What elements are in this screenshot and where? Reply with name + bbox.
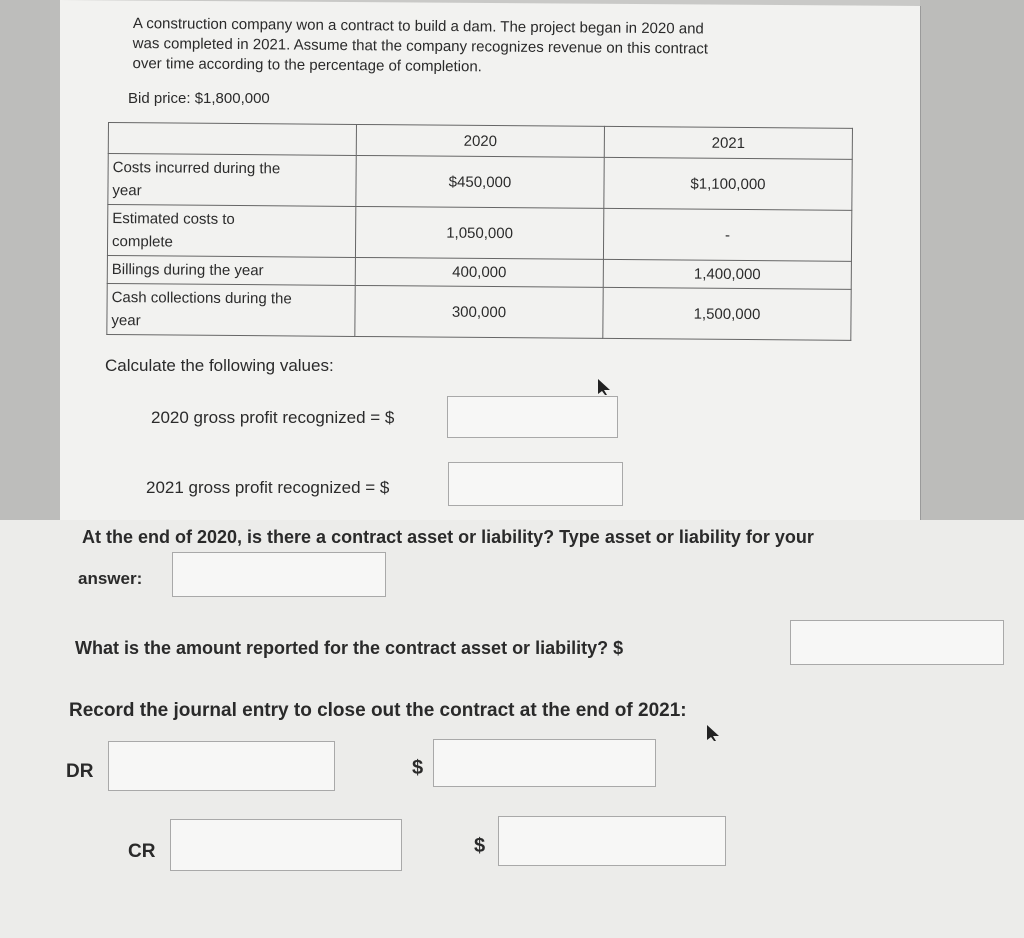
cr-dollar-sign: $ xyxy=(474,835,486,857)
table-header-blank xyxy=(108,123,356,156)
table-header-2020: 2020 xyxy=(356,124,604,157)
cr-account-input[interactable] xyxy=(170,819,402,871)
table-row xyxy=(108,154,852,211)
asset-liability-answer-label: answer: xyxy=(78,569,143,588)
cell-2021: 1,500,000 xyxy=(603,287,851,340)
cr-amount-input[interactable] xyxy=(498,816,726,866)
problem-line-1: A construction company won a contract to build a dam. The project began in 2020 and xyxy=(132,14,704,38)
cr-label: CR xyxy=(128,841,156,862)
calc-heading: Calculate the following values: xyxy=(105,356,334,375)
table-row xyxy=(107,205,851,262)
gp-2020-input[interactable] xyxy=(447,396,618,438)
gp-2021-label: 2021 gross profit recognized = $ xyxy=(146,478,390,497)
dr-amount-input[interactable] xyxy=(433,739,656,787)
dr-dollar-sign: $ xyxy=(412,757,424,779)
cell-2021: $1,100,000 xyxy=(604,157,852,210)
contract-data-table xyxy=(106,122,853,341)
journal-heading: Record the journal entry to close out the contract at the end of 2021: xyxy=(69,700,687,721)
table-row xyxy=(107,283,851,340)
problem-statement xyxy=(132,14,708,80)
cell-2020: 300,000 xyxy=(355,285,603,338)
asset-liability-input[interactable] xyxy=(172,552,386,597)
question-sheet-bottom xyxy=(0,520,1024,938)
asset-liability-question: At the end of 2020, is there a contract asset or liability? Type asset or liability for your xyxy=(82,527,814,547)
dr-label: DR xyxy=(66,761,94,782)
mouse-cursor-icon xyxy=(705,724,721,742)
cell-2020: 400,000 xyxy=(355,257,603,287)
cell-2020: $450,000 xyxy=(356,155,604,208)
amount-question: What is the amount reported for the contract asset or liability? $ xyxy=(75,638,624,658)
amount-input[interactable] xyxy=(790,620,1004,665)
cell-2020: 1,050,000 xyxy=(355,206,603,259)
row-label: Costs incurred during the year xyxy=(108,154,356,207)
dr-account-input[interactable] xyxy=(108,741,335,791)
table-header-2021: 2021 xyxy=(604,126,852,159)
bid-price: Bid price: $1,800,000 xyxy=(128,90,270,107)
problem-line-2: was completed in 2021. Assume that the company recognizes revenue on this contract xyxy=(132,34,709,58)
cell-2021: 1,400,000 xyxy=(603,259,851,289)
cell-2021: - xyxy=(603,208,851,261)
row-label: Estimated costs to complete xyxy=(107,205,355,258)
background-shadow-left xyxy=(0,0,60,520)
row-label: Cash collections during the year xyxy=(107,283,355,336)
problem-line-3: over time according to the percentage of completion. xyxy=(132,54,482,76)
gp-2021-input[interactable] xyxy=(448,462,623,506)
row-label: Billings during the year xyxy=(107,255,355,285)
background-shadow-right xyxy=(920,0,1024,520)
mouse-cursor-icon xyxy=(596,378,612,396)
gp-2020-label: 2020 gross profit recognized = $ xyxy=(151,408,395,427)
